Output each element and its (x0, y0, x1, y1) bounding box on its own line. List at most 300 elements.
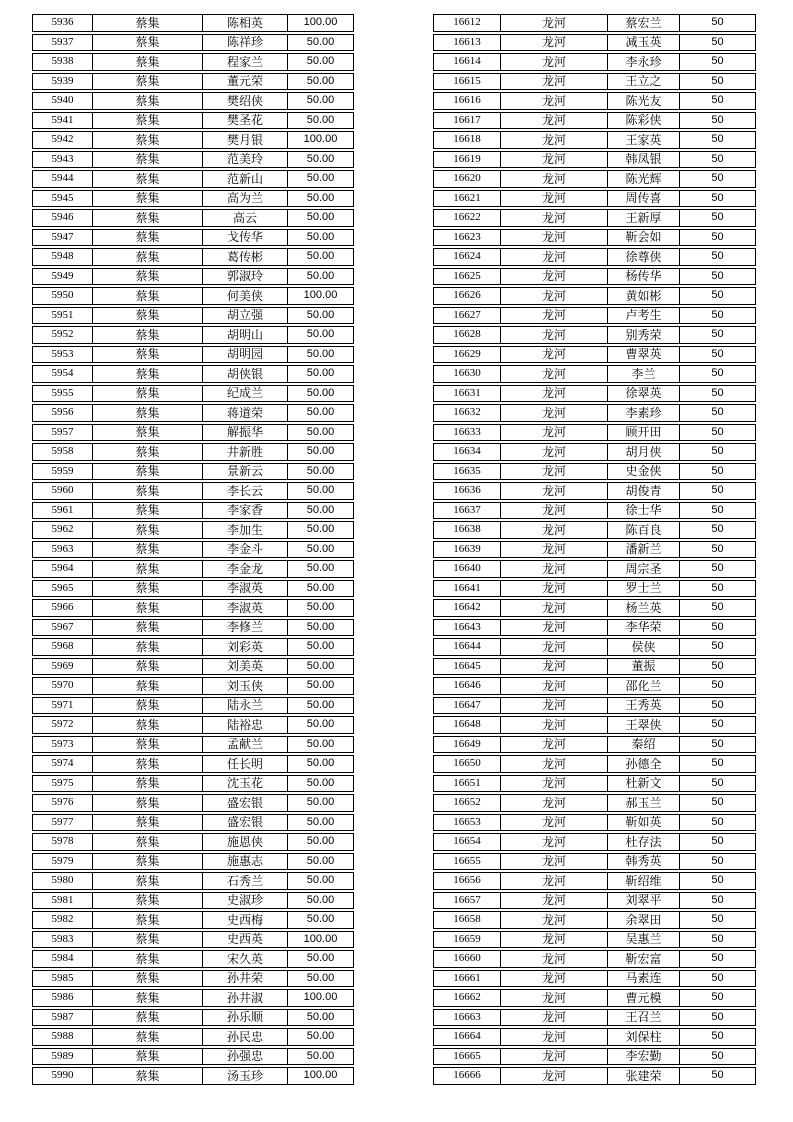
cell-name: 杜存法 (607, 834, 679, 850)
cell-name: 李家香 (202, 503, 287, 519)
cell-amount: 50 (679, 522, 755, 538)
cell-id: 5951 (51, 308, 74, 321)
cell-name: 范美玲 (202, 152, 287, 168)
cell-amount: 50.00 (287, 405, 353, 421)
cell-amount: 50 (679, 561, 755, 577)
cell-amount: 50.00 (287, 210, 353, 226)
cell-area: 蔡集 (92, 191, 202, 207)
cell-id: 16616 (453, 94, 481, 107)
cell-id: 5969 (51, 659, 74, 672)
table-row (433, 92, 756, 110)
cell-amount: 50.00 (287, 795, 353, 811)
cell-amount: 50 (679, 854, 755, 870)
cell-name: 靳绍维 (607, 873, 679, 889)
cell-name: 胡月侠 (607, 444, 679, 460)
cell-id: 16614 (453, 55, 481, 68)
table-row (433, 53, 756, 71)
cell-id: 16624 (453, 250, 481, 263)
cell-id: 16657 (453, 893, 481, 906)
table-row (433, 619, 756, 637)
cell-area: 蔡集 (92, 269, 202, 285)
cell-area: 蔡集 (92, 327, 202, 343)
cell-area: 龙河 (500, 74, 607, 90)
cell-area: 龙河 (500, 113, 607, 129)
cell-amount: 50.00 (287, 737, 353, 753)
table-row (32, 190, 354, 208)
cell-name: 井新胜 (202, 444, 287, 460)
cell-name: 解振华 (202, 425, 287, 441)
cell-name: 陈相英 (202, 15, 287, 31)
cell-area: 龙河 (500, 542, 607, 558)
table-row (433, 931, 756, 949)
cell-amount: 50.00 (287, 503, 353, 519)
cell-amount: 50 (679, 1049, 755, 1065)
cell-name: 陈彩侠 (607, 113, 679, 129)
cell-name: 胡俊青 (607, 483, 679, 499)
table-row (32, 814, 354, 832)
cell-name: 杜新文 (607, 776, 679, 792)
cell-name: 李金斗 (202, 542, 287, 558)
table-row (32, 229, 354, 247)
cell-area: 蔡集 (92, 620, 202, 636)
cell-amount: 50.00 (287, 522, 353, 538)
table-row (433, 892, 756, 910)
cell-name: 陈祥珍 (202, 35, 287, 51)
cell-name: 周宗圣 (607, 561, 679, 577)
cell-id: 16633 (453, 425, 481, 438)
cell-name: 靳会如 (607, 230, 679, 246)
cell-amount: 50 (679, 347, 755, 363)
cell-area: 龙河 (500, 308, 607, 324)
table-row (32, 248, 354, 266)
table-row (433, 970, 756, 988)
cell-name: 周传喜 (607, 191, 679, 207)
cell-id: 16618 (453, 133, 481, 146)
cell-amount: 50.00 (287, 854, 353, 870)
table-row (433, 950, 756, 968)
cell-area: 龙河 (500, 1049, 607, 1065)
cell-name: 刘彩英 (202, 639, 287, 655)
cell-name: 陆裕忠 (202, 717, 287, 733)
table-row (32, 463, 354, 481)
cell-amount: 50 (679, 386, 755, 402)
table-row (433, 463, 756, 481)
table-row (433, 326, 756, 344)
cell-name: 李华荣 (607, 620, 679, 636)
cell-name: 潘新兰 (607, 542, 679, 558)
cell-name: 张建荣 (607, 1068, 679, 1084)
cell-amount: 50.00 (287, 581, 353, 597)
cell-name: 李兰 (607, 366, 679, 382)
cell-name: 王秀英 (607, 698, 679, 714)
cell-area: 蔡集 (92, 737, 202, 753)
cell-name: 景新云 (202, 464, 287, 480)
table-row (433, 560, 756, 578)
cell-amount: 50.00 (287, 191, 353, 207)
cell-id: 5940 (51, 94, 74, 107)
cell-amount: 50 (679, 756, 755, 772)
cell-area: 蔡集 (92, 834, 202, 850)
cell-name: 石秀兰 (202, 873, 287, 889)
cell-id: 16634 (453, 445, 481, 458)
cell-id: 5960 (51, 484, 74, 497)
cell-amount: 50 (679, 990, 755, 1006)
cell-id: 5979 (51, 854, 74, 867)
cell-amount: 50 (679, 113, 755, 129)
cell-name: 施恩侠 (202, 834, 287, 850)
table-row (32, 92, 354, 110)
cell-area: 蔡集 (92, 464, 202, 480)
cell-amount: 50 (679, 1068, 755, 1084)
cell-id: 16640 (453, 562, 481, 575)
cell-area: 蔡集 (92, 347, 202, 363)
cell-amount: 50 (679, 132, 755, 148)
cell-area: 蔡集 (92, 717, 202, 733)
cell-amount: 50.00 (287, 1010, 353, 1026)
cell-area: 蔡集 (92, 1029, 202, 1045)
table-row (433, 1009, 756, 1027)
cell-id: 16658 (453, 913, 481, 926)
table-row (433, 131, 756, 149)
cell-amount: 50 (679, 834, 755, 850)
cell-id: 5966 (51, 601, 74, 614)
cell-amount: 50 (679, 230, 755, 246)
cell-amount: 50 (679, 405, 755, 421)
cell-amount: 50.00 (287, 113, 353, 129)
table-row (32, 365, 354, 383)
cell-area: 龙河 (500, 659, 607, 675)
cell-amount: 50.00 (287, 269, 353, 285)
cell-name: 吴惠兰 (607, 932, 679, 948)
cell-id: 5974 (51, 757, 74, 770)
cell-id: 16652 (453, 796, 481, 809)
cell-id: 5970 (51, 679, 74, 692)
cell-name: 减玉英 (607, 35, 679, 51)
cell-amount: 50.00 (287, 1029, 353, 1045)
table-row (32, 580, 354, 598)
cell-name: 李宏勤 (607, 1049, 679, 1065)
cell-name: 曹翠英 (607, 347, 679, 363)
cell-area: 龙河 (500, 737, 607, 753)
cell-name: 刘玉侠 (202, 678, 287, 694)
cell-area: 蔡集 (92, 444, 202, 460)
cell-name: 王召兰 (607, 1010, 679, 1026)
cell-name: 李素珍 (607, 405, 679, 421)
cell-id: 16666 (453, 1069, 481, 1082)
cell-amount: 50 (679, 366, 755, 382)
cell-amount: 50.00 (287, 171, 353, 187)
table-row (32, 131, 354, 149)
table-row (433, 1028, 756, 1046)
cell-id: 16621 (453, 191, 481, 204)
cell-id: 5982 (51, 913, 74, 926)
cell-id: 16632 (453, 406, 481, 419)
cell-name: 施惠志 (202, 854, 287, 870)
cell-id: 16613 (453, 35, 481, 48)
cell-name: 孟献兰 (202, 737, 287, 753)
cell-amount: 50.00 (287, 639, 353, 655)
right-table (433, 14, 756, 1087)
cell-name: 董振 (607, 659, 679, 675)
cell-id: 16653 (453, 815, 481, 828)
table-row (32, 385, 354, 403)
table-row (32, 404, 354, 422)
cell-id: 16654 (453, 835, 481, 848)
cell-amount: 100.00 (287, 288, 353, 304)
cell-area: 龙河 (500, 912, 607, 928)
cell-id: 16637 (453, 503, 481, 516)
cell-area: 蔡集 (92, 678, 202, 694)
cell-amount: 50 (679, 971, 755, 987)
table-row (433, 989, 756, 1007)
cell-name: 史金侠 (607, 464, 679, 480)
table-row (32, 209, 354, 227)
cell-name: 郝玉兰 (607, 795, 679, 811)
cell-name: 胡立强 (202, 308, 287, 324)
cell-area: 蔡集 (92, 1010, 202, 1026)
cell-amount: 50.00 (287, 74, 353, 90)
table-row (433, 658, 756, 676)
cell-amount: 100.00 (287, 132, 353, 148)
cell-area: 龙河 (500, 35, 607, 51)
table-row (32, 950, 354, 968)
table-row (32, 502, 354, 520)
cell-amount: 50 (679, 152, 755, 168)
cell-area: 龙河 (500, 366, 607, 382)
cell-name: 高云 (202, 210, 287, 226)
cell-area: 龙河 (500, 132, 607, 148)
cell-area: 龙河 (500, 698, 607, 714)
table-row (433, 580, 756, 598)
cell-name: 葛传彬 (202, 249, 287, 265)
cell-id: 16649 (453, 737, 481, 750)
table-row (433, 268, 756, 286)
cell-id: 5962 (51, 523, 74, 536)
cell-id: 5980 (51, 874, 74, 887)
cell-area: 蔡集 (92, 795, 202, 811)
cell-name: 杨兰英 (607, 600, 679, 616)
table-row (433, 1048, 756, 1066)
cell-id: 16626 (453, 289, 481, 302)
cell-amount: 50.00 (287, 912, 353, 928)
cell-area: 蔡集 (92, 639, 202, 655)
cell-area: 龙河 (500, 971, 607, 987)
cell-name: 史西英 (202, 932, 287, 948)
cell-name: 罗士兰 (607, 581, 679, 597)
cell-id: 16642 (453, 601, 481, 614)
cell-amount: 50 (679, 15, 755, 31)
cell-area: 龙河 (500, 464, 607, 480)
cell-id: 16644 (453, 640, 481, 653)
cell-amount: 50.00 (287, 659, 353, 675)
cell-name: 蒋道荣 (202, 405, 287, 421)
cell-name: 杨传华 (607, 269, 679, 285)
cell-area: 龙河 (500, 776, 607, 792)
cell-area: 龙河 (500, 756, 607, 772)
cell-amount: 50 (679, 600, 755, 616)
cell-amount: 50.00 (287, 152, 353, 168)
cell-id: 16645 (453, 659, 481, 672)
cell-id: 5936 (51, 16, 74, 29)
cell-area: 蔡集 (92, 581, 202, 597)
cell-amount: 100.00 (287, 932, 353, 948)
cell-area: 龙河 (500, 873, 607, 889)
cell-amount: 50 (679, 912, 755, 928)
table-row (32, 1009, 354, 1027)
cell-id: 16639 (453, 542, 481, 555)
cell-name: 刘美英 (202, 659, 287, 675)
cell-amount: 50 (679, 327, 755, 343)
cell-id: 5945 (51, 191, 74, 204)
cell-amount: 50.00 (287, 35, 353, 51)
table-row (433, 872, 756, 890)
cell-amount: 50.00 (287, 366, 353, 382)
cell-name: 徐尊侠 (607, 249, 679, 265)
cell-amount: 50.00 (287, 1049, 353, 1065)
cell-area: 龙河 (500, 932, 607, 948)
cell-area: 龙河 (500, 717, 607, 733)
cell-name: 孙德全 (607, 756, 679, 772)
cell-amount: 50.00 (287, 971, 353, 987)
cell-area: 龙河 (500, 1010, 607, 1026)
cell-area: 蔡集 (92, 386, 202, 402)
cell-name: 李长云 (202, 483, 287, 499)
cell-id: 5949 (51, 269, 74, 282)
cell-area: 蔡集 (92, 425, 202, 441)
table-row (32, 424, 354, 442)
cell-amount: 50 (679, 464, 755, 480)
table-row (433, 365, 756, 383)
cell-area: 蔡集 (92, 171, 202, 187)
left-table (32, 14, 354, 1087)
cell-name: 王新厚 (607, 210, 679, 226)
cell-area: 蔡集 (92, 366, 202, 382)
cell-amount: 50.00 (287, 717, 353, 733)
table-row (32, 268, 354, 286)
table-row (32, 287, 354, 305)
table-row (32, 794, 354, 812)
cell-area: 蔡集 (92, 152, 202, 168)
cell-amount: 50 (679, 74, 755, 90)
cell-id: 5978 (51, 835, 74, 848)
cell-amount: 50.00 (287, 678, 353, 694)
cell-amount: 50 (679, 171, 755, 187)
table-row (32, 151, 354, 169)
table-row (32, 346, 354, 364)
table-row (433, 794, 756, 812)
cell-amount: 50.00 (287, 483, 353, 499)
cell-name: 何美侠 (202, 288, 287, 304)
cell-id: 5954 (51, 367, 74, 380)
cell-area: 蔡集 (92, 1049, 202, 1065)
table-row (32, 521, 354, 539)
cell-id: 5973 (51, 737, 74, 750)
cell-id: 5986 (51, 991, 74, 1004)
cell-amount: 50.00 (287, 464, 353, 480)
cell-amount: 50 (679, 191, 755, 207)
cell-name: 沈玉花 (202, 776, 287, 792)
cell-id: 5965 (51, 581, 74, 594)
table-row (433, 385, 756, 403)
table-row (32, 14, 354, 32)
cell-area: 龙河 (500, 347, 607, 363)
cell-area: 蔡集 (92, 698, 202, 714)
table-row (32, 853, 354, 871)
cell-id: 5942 (51, 133, 74, 146)
cell-id: 16629 (453, 347, 481, 360)
cell-amount: 50 (679, 581, 755, 597)
cell-area: 龙河 (500, 639, 607, 655)
table-row (433, 229, 756, 247)
cell-id: 5938 (51, 55, 74, 68)
cell-area: 龙河 (500, 230, 607, 246)
cell-name: 靳如英 (607, 815, 679, 831)
table-row (433, 443, 756, 461)
cell-area: 蔡集 (92, 659, 202, 675)
cell-id: 5937 (51, 35, 74, 48)
cell-area: 龙河 (500, 990, 607, 1006)
cell-name: 陈光友 (607, 93, 679, 109)
table-row (433, 775, 756, 793)
cell-id: 16612 (453, 16, 481, 29)
cell-area: 龙河 (500, 600, 607, 616)
cell-name: 卢考生 (607, 308, 679, 324)
cell-name: 马素连 (607, 971, 679, 987)
cell-name: 孙井荣 (202, 971, 287, 987)
cell-amount: 50.00 (287, 873, 353, 889)
cell-name: 宋久英 (202, 951, 287, 967)
cell-name: 李修兰 (202, 620, 287, 636)
cell-area: 龙河 (500, 210, 607, 226)
cell-amount: 50.00 (287, 756, 353, 772)
cell-area: 蔡集 (92, 542, 202, 558)
cell-amount: 100.00 (287, 15, 353, 31)
cell-name: 孙民忠 (202, 1029, 287, 1045)
cell-id: 5984 (51, 952, 74, 965)
cell-name: 高为兰 (202, 191, 287, 207)
cell-id: 5968 (51, 640, 74, 653)
cell-id: 5987 (51, 1010, 74, 1023)
cell-id: 5953 (51, 347, 74, 360)
cell-area: 蔡集 (92, 873, 202, 889)
cell-name: 樊月银 (202, 132, 287, 148)
cell-area: 蔡集 (92, 35, 202, 51)
cell-id: 16647 (453, 698, 481, 711)
cell-area: 龙河 (500, 1029, 607, 1045)
cell-id: 5989 (51, 1049, 74, 1062)
cell-area: 蔡集 (92, 503, 202, 519)
cell-amount: 50.00 (287, 600, 353, 616)
cell-name: 余翠田 (607, 912, 679, 928)
table-row (433, 502, 756, 520)
cell-name: 陆永兰 (202, 698, 287, 714)
cell-area: 蔡集 (92, 74, 202, 90)
cell-name: 胡明园 (202, 347, 287, 363)
cell-id: 5967 (51, 620, 74, 633)
cell-id: 5964 (51, 562, 74, 575)
cell-name: 胡侠银 (202, 366, 287, 382)
cell-name: 刘保柱 (607, 1029, 679, 1045)
cell-id: 5939 (51, 74, 74, 87)
cell-area: 龙河 (500, 249, 607, 265)
cell-id: 16648 (453, 718, 481, 731)
cell-amount: 50.00 (287, 951, 353, 967)
cell-id: 16627 (453, 308, 481, 321)
table-row (32, 34, 354, 52)
table-row (433, 404, 756, 422)
cell-amount: 50.00 (287, 561, 353, 577)
table-row (32, 599, 354, 617)
